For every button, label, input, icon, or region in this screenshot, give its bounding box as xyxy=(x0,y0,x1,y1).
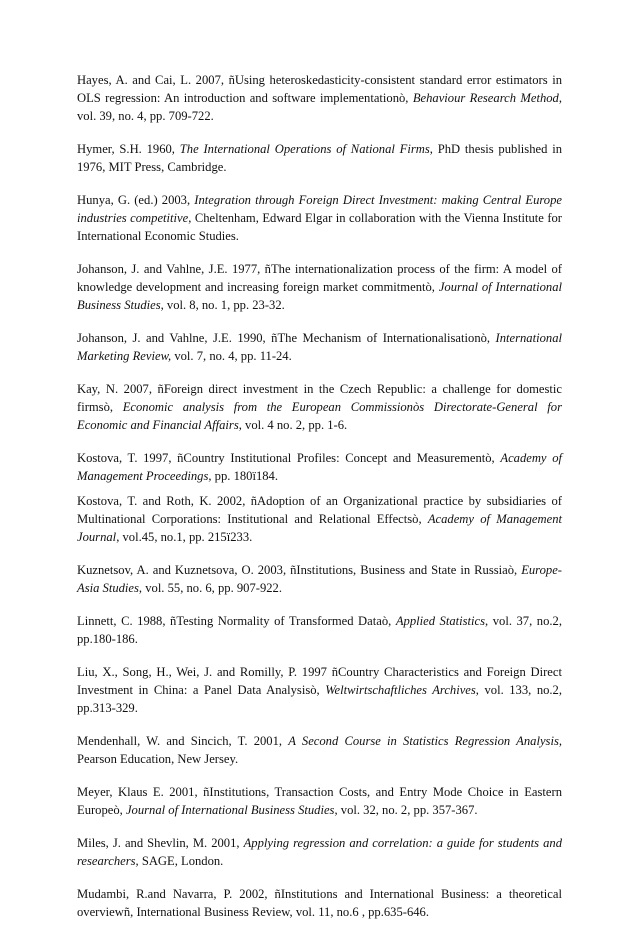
reference-entry: Liu, X., Song, H., Wei, J. and Romilly, P. 1997 ñCountry Characteristics and Foreign Direct Investment in China: a Panel Data Analysisò, Weltwirtschaftliches Archives, vol. 133, no.2, pp.313-329. xyxy=(77,665,563,715)
reference-entry: Linnett, C. 1988, ñTesting Normality of Transformed Dataò, Applied Statistics, vol. 37, no.2, pp.180-186. xyxy=(77,614,562,646)
reference-entry: Johanson, J. and Vahlne, J.E. 1990, ñThe Mechanism of Internationalisationò, International Marketing Review, vol. 7, no. 4, pp. 11-24. xyxy=(77,331,562,363)
reference-entry: Mendenhall, W. and Sincich, T. 2001, A Second Course in Statistics Regression Analysis, Pearson Education, New Jersey. xyxy=(77,734,563,766)
reference-entry: Kuznetsov, A. and Kuznetsova, O. 2003, ñInstitutions, Business and State in Russiaò, Europe-Asia Studies, vol. 55, no. 6, pp. 907-922. xyxy=(77,563,562,595)
reference-entry: Kostova, T. and Roth, K. 2002, ñAdoption of an Organizational practice by subsidiaries of Multinational Corporations: Institutional and Relational Effectsò, Academy of Management Journal, vol.45, no.1, pp. 215ï233. xyxy=(77,494,562,544)
reference-entry: Hunya, G. (ed.) 2003, Integration through Foreign Direct Investment: making Central Europe industries competitive, Cheltenham, Edward Elgar in collaboration with the Vienna Institute for International Economic Studies. xyxy=(77,193,562,243)
reference-entry: Miles, J. and Shevlin, M. 2001, Applying regression and correlation: a guide for students and researchers, SAGE, London. xyxy=(77,836,562,868)
reference-entry: Johanson, J. and Vahlne, J.E. 1977, ñThe internationalization process of the firm: A model of knowledge development and increasing foreign market commitmentò, Journal of International Business Studies, vol. 8, no. 1, pp. 23-32. xyxy=(77,262,562,312)
reference-entry: Meyer, Klaus E. 2001, ñInstitutions, Transaction Costs, and Entry Mode Choice in Eastern Europeò, Journal of International Business Studies, vol. 32, no. 2, pp. 357-367. xyxy=(77,785,562,817)
reference-entry: Mudambi, R.and Navarra, P. 2002, ñInstitutions and International Business: a theoretical overviewñ, International Business Review, vol. 11, no.6 , pp.635-646. xyxy=(77,887,562,919)
reference-list xyxy=(77,71,562,936)
reference-entry: Hymer, S.H. 1960, The International Operations of National Firms, PhD thesis published in 1976, MIT Press, Cambridge. xyxy=(77,142,562,174)
reference-entry: Kay, N. 2007, ñForeign direct investment in the Czech Republic: a challenge for domestic firmsò, Economic analysis from the European Commissionòs Directorate-General for Economic and Financial Affairs, vol. 4 no. 2, pp. 1-6. xyxy=(77,382,562,432)
reference-entry: Kostova, T. 1997, ñCountry Institutional Profiles: Concept and Measurementò, Academy of Management Proceedings, pp. 180ï184. xyxy=(77,451,562,483)
reference-entry: Hayes, A. and Cai, L. 2007, ñUsing heteroskedasticity-consistent standard error estimators in OLS regression: An introduction and software implementationò, Behaviour Research Method, vol. 39, no. 4, pp. 709-722. xyxy=(77,73,562,123)
